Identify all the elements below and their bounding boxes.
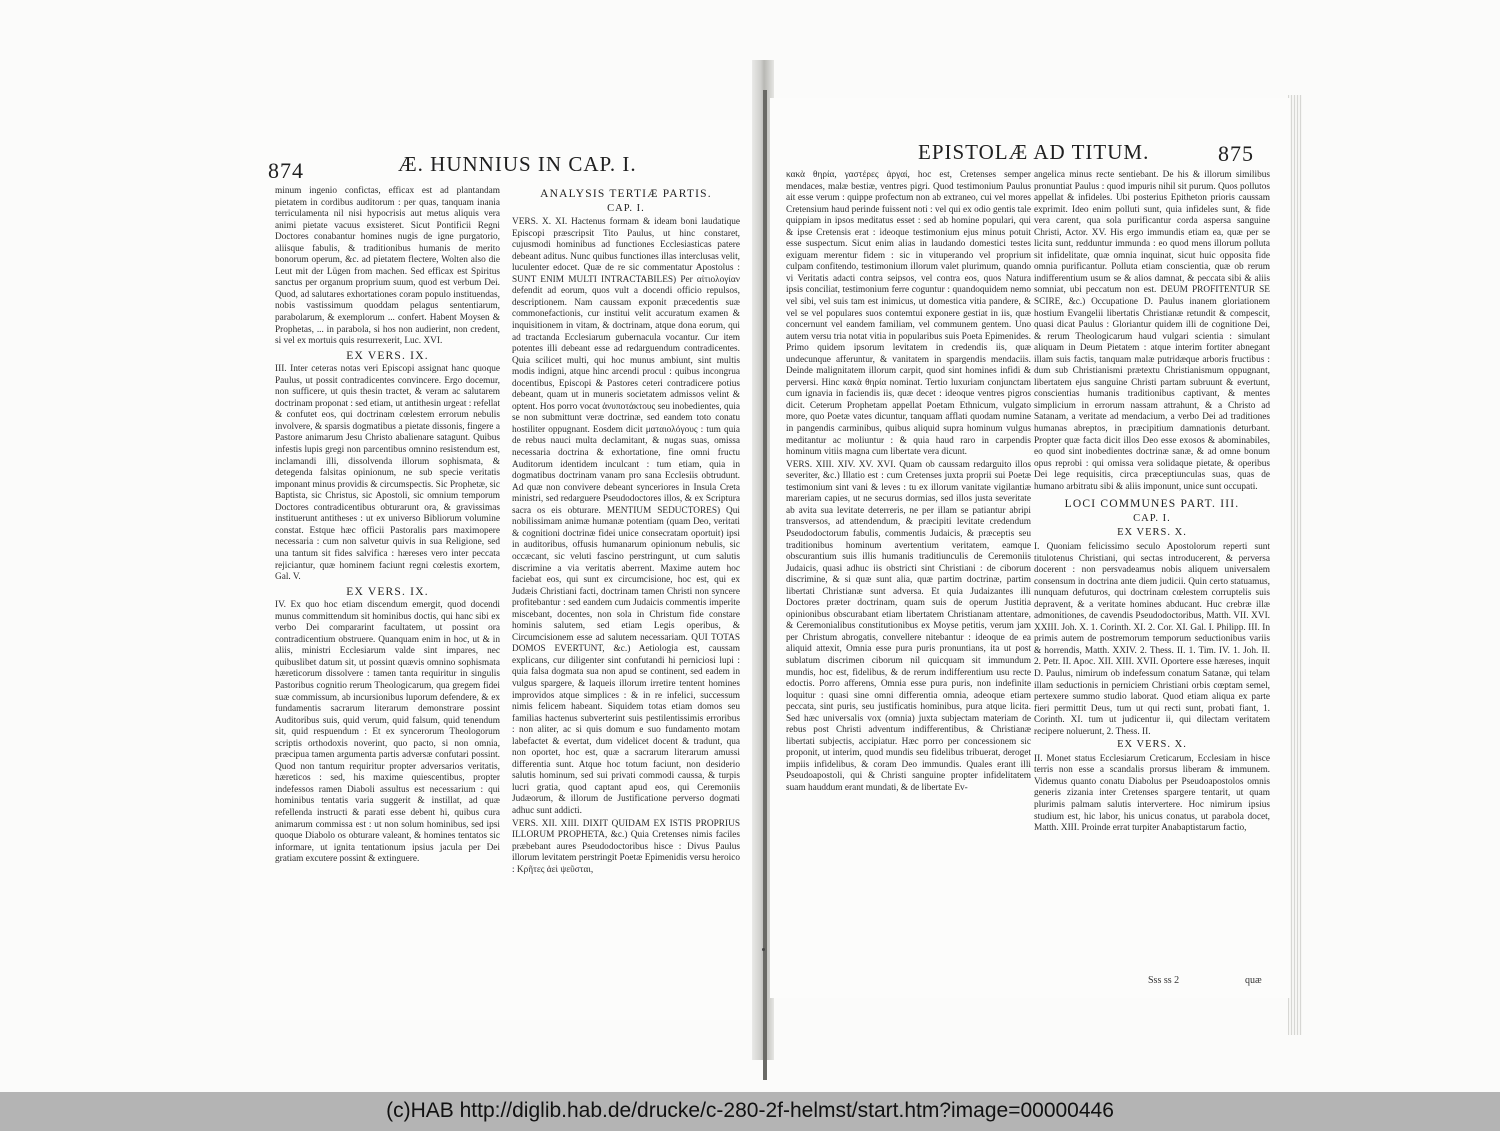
page-edge [1288,95,1302,1035]
right-running-title: EPISTOLÆ AD TITUM. [918,140,1150,164]
chapter-heading: CAP. I. [607,202,645,214]
right-column-2 [1034,170,1270,975]
paragraph: κακὰ θηρία, γαστέρες ἀργαί, hoc est, Cretenses semper mendaces, malæ bestiæ, ventres pigri. Quod testimonium Paulus ait esse verum : quippe profectum non ab extraneo, cui vel mores Cretensium haud perinde fuissent noti : vel qui ex odio gentis tale quippiam in ipsos meditatus esset : sed ab homine populari, qui & ipse Cretensis erat : ideoque testimonium ejus minus potuit esse suspectum. Sicut enim alias in laudando domestici testes exiguam merentur fidem : sic in vituperando vel proprium culpam confitendo, testimonium illorum valet plurimum, quando vi Veritatis adacti contra seipsos, vel contra eos, quos Natura ipsis conciliat, testimonium ferre coguntur : quandoquidem nemo vel sibi, vel suis tam est inimicus, ut domestica vitia pandere, & vel se vel populares suos contemtui exponere gestiat in iis, quæ concernunt vel eandem familiam, vel communem gentem. Uno autem versu tria notat vitia in popularibus suis Poeta Epimenides. Primo quidem ipsorum levitatem in credendis iis, quæ undecunque afferuntur, & vanitatem in spargendis mendaciis. Deinde malignitatem illorum carpit, quod sint homines infidi & perversi. Hinc κακὰ θηρία nominat. Tertio luxuriam conjunctam cum ignavia in faciendis iis, quæ decet : ideoque ventres pigros dicit. Ceterum Prophetam appellat Poetam Ethnicum, vulgato more, quo Poetæ vates dicuntur, tanquam afflati quodam numine in pangendis carminibus, quibus aliquid supra hominum vulgus meditantur ac moliuntur : & quia haud raro in carpendis hominum vitiis magna cum libertate vera dicunt. [786,170,1031,458]
paragraph: II. Monet status Ecclesiarum Creticarum, Ecclesiam in hisce terris non esse a scandalis prorsus liberam & immunem. Videmus quanto conatu Diabolus per Pseudoapostolos omnis generis zizania inter Cretenses spargere tentarit, ut quam plurimis palmam salutis intervertere. Hoc nimirum ipsius studium est, hic labor, his unicus conatus, ut parabola docet, Matth. XIII. Proinde errat turpiter Anabaptistarum factio, [1034,753,1270,834]
paragraph: III. Inter ceteras notas veri Episcopi assignat hanc quoque Paulus, ut possit contradicentes convincere. Ergo docemur, non sufficere, ut quis thesin tractet, & veram ac salutarem doctrinam proponat : sed etiam, ut antithesin urgeat : refellat & confutet eos, qui doctrinam cœlestem errorum nebulis involvere, & sparsis dogmatibus a pietate dissonis, fingere a Pastore animarum Jesu Christo abalienare satagunt. Quibus infestis lupis gregi non parcentibus omnino resistendum est, inclamandi illi, dissolvenda illorum sophismata, & detegenda falsitas opinionum, ne sub specie veritatis imponant minus providis & circumspectis. Sic Prophetæ, sic Baptista, sic Christus, sic Apostoli, sic omnium temporum Doctores contradicentibus obturarunt ora, & gravissimas instituerunt antitheses : ut ex universo Bibliorum volumine constat. Estque hæc officii Pastoralis pars maximopere necessaria : cum non salvetur quivis in sua Religione, sed una tantum sit fides salvifica : hæreses vero inter peccata rejiciantur, quæ hominem faciunt regni cœlestis exortem, Gal. V. [275,364,500,583]
left-column-1 [275,186,500,986]
right-column-1 [786,170,1031,975]
gutter-fold [763,90,767,1080]
verse-heading: EX VERS. X. [1117,527,1187,539]
catchword: quæ [1245,975,1262,986]
section-heading: EX VERS. IX. [346,349,429,362]
paragraph: VERS. X. XI. Hactenus formam & ideam boni laudatique Episcopi præscripsit Tito Paulus, ut hinc constaret, cujusmodi hominibus ad functiones Ecclesiasticas patere debeant aditus. Nunc quibus functiones illas interclusas velit, luculenter edocet. Quæ de re sic commentatur Apostolus : SUNT ENIM MULTI INTRACTABILES) Per αἰτιολογίαν defendit ad eorum, quos vult a docendi officio repulsos, descriptionem. Nam caussam exponit præcedentis suæ commonefactionis, cur institui velit accuratum examen & inquisitionem in vitam, & doctrinam, atque dona eorum, qui ad tractanda Ecclesiarum gubernacula vocantur. Cur item potentes illi debeant esse ad redarguendum contradicentes. Quia scilicet multi, qui hoc munus ambiunt, sint multis modis indigni, atque hinc arcendi procul : quibus incongrua docentibus, Episcopi & Pastores ceteri contradicere potius debeant, quam ut in muneris societatem admissos velint & optent. Hos porro vocat ἀνυποτάκτους seu inobedientes, quia se non submittunt veræ doctrinæ, sed eandem toto conatu hostiliter oppugnant. Eosdem dicit ματαιολόγους : tum quia de rebus nauci multa declamitant, & nugas suas, omissa necessaria doctrina & exhortatione, fine omni fructu Auditorum identidem inculcant : tum etiam, quia in dogmatibus doctrinam vanam pro sana Ecclesiis obtrudunt. Ad quæ non convivere debeant synceriores in Insula Creta ministri, sed redarguere Pseudodoctores illos, & ex Scriptura sacra os eis obturare. MENTIUM SEDUCTORES) Qui nobilissimam animæ humanæ potentiam (quam Deo, veritati & cognitioni doctrinæ fidei unice consecratam oportuit) ipsi in auditoribus, offusis humanarum opinionum nebulis, sic occæcant, sic veluti fascino perstringunt, ut cum salutis discrimine a via veritatis aberrent. Maxime autem hoc faciebat eos, qui sunt ex circumcisione, hoc est, qui ex Judæis Christiani facti, doctrinam tamen Christi non syncere profitebantur : sed eandem cum Judaicis commentis imperite miscebant, docentes, non sola in Christum fide constare hominis salutem, sed etiam Legis operibus, & Circumcisionem esse ad salutem necessariam. QUI TOTAS DOMOS EVERTUNT, &c.) Aetiologia est, caussam explicans, cur diligenter sint confutandi hi perniciosi lupi : quia falsa dogmata sua non apud se continent, sed eadem in vulgus spargere, & laqueis illorum irretire tentent homines improvidos atque simplices : & in re infelici, successum nimis felicem habeant. Siquidem totas etiam domos seu familias hactenus subverterint suis pestilentissimis erroribus : non aliter, ac si quis domum e suo fundamento motam labefactet & evertat, dum videlicet docent & tradunt, qua non oportet, hoc est, quæ a sacrarum literarum amussi differentia sunt. Atque hoc totum faciunt, non desiderio salutis hominum, sed sui privati commodi caussa, & turpis lucri gratia, quod captant apud eos, qui Ceremoniis Judæorum, & illorum de Justificatione perverso dogmati adhuc sunt addicti. [512,217,740,816]
paragraph: VERS. XII. XIII. DIXIT QUIDAM EX ISTIS PROPRIUS ILLORUM PROPHETA, &c.) Quia Cretenses nimis faciles præbebant aures Pseudodoctoribus hisce : Divus Paulus illorum levitatem perstringit Poetæ Epimenidis versu heroico : Κρῆτες ἀεὶ ψεῦσται, [512,818,740,875]
paragraph: angelica minus recte sentiebant. De his & illorum similibus pronuntiat Paulus : quod impuris nihil sit purum. Quos pollutos appellat & infideles. Ubi posterius Epitheton prioris caussam exprimit. Ideo enim polluti sunt, quia infideles sunt, & fide vera carent, qua sola purificantur corda aspersa sanguine Christi, Actor. XV. His ergo immundis etiam ea, quæ per se licita sunt, redduntur immunda : eo quod mens illorum polluta sit infidelitate, quæ omnia inquinat, sicut huic opposita fide omnia purificantur. Polluta etiam conscientia, quæ ob rerum indifferentium usum se & alios damnat, & peccata sibi & aliis somniat, ubi peccatum non est. DEUM PROFITENTUR SE SCIRE, &c.) Occupatione D. Paulus inanem gloriationem hostium Evangelii libertatis Christianæ retundit & compescit, quasi dicat Paulus : Gloriantur quidem illi de cognitione Dei, & rerum Theologicarum haud vulgari scientia : simulant aliquam in Deum Pietatem : atque interim fortiter abnegant illam suis factis, tanquam malæ putridæque arboris fructibus : dum sub Christianismi prætextu Christianismum oppugnant, libertatem ejus sanguine Christi partam subruunt & evertunt, conscientias humanis traditionibus captivant, & mentes simplicium in errorum nassam attrahunt, & a Christo ad Satanam, a veritate ad mendacium, a verbo Dei ad traditiones humanas abreptos, in præcipitium damnationis deturbant. Propter quæ facta dicit illos Deo esse exosos & abominabiles, eo quod sint inobedientes doctrinæ sanæ, & ad omne bonum opus reprobi : qui omissa vera solidaque pietate, & operibus Dei lege requisitis, circa præceptiunculas suas, quas de humano arbitratu sibi & aliis imponunt, unice sunt occupati. [1034,170,1270,492]
paragraph: I. Quoniam felicissimo seculo Apostolorum reperti sunt titulotenus Christiani, qui sectas introducerent, & perversa docerent : non persvadeamus nobis aliquem universalem consensum in doctrina ante diem judicii. Quin certo statuamus, nunquam defuturos, qui doctrinam cœlestem corruptelis suis depravent, & a veritate homines abducant. Huc crebræ illæ admonitiones, de cavendis Pseudodoctoribus, Matth. VII. XVI. XXIII. Joh. X. 1. Corinth. XI. 2. Cor. XI. Gal. I. Philipp. III. In primis autem de postremorum temporum seductionibus variis & horrendis, Matth. XXIV. 2. Thess. II. 1. Tim. IV. 1. Joh. II. 2. Petr. II. Apoc. XII. XIII. XVII. Oportere esse hæreses, inquit D. Paulus, nimirum ob indefessum conatum Satanæ, qui telam illam seductionis in perniciem Christiani orbis cœptam semel, pertexere summo studio laborat. Quod etiam aliqua ex parte fieri permittit Deus, tum ut qui recti sunt, probati fiant, 1. Corinth. XI. tum ut judicentur ii, qui dilectam veritatem recipere noluerunt, 2. Thess. II. [1034,541,1270,737]
signature-mark: Sss ss 2 [1148,975,1180,986]
left-running-title: Æ. HUNNIUS IN CAP. I. [398,152,637,176]
left-column-2 [512,186,740,986]
footer-copyright-url: (c)HAB http://diglib.hab.de/drucke/c-280-2f-helmst/start.htm?image=00000446 [386,1099,1114,1122]
paragraph: IV. Ex quo hoc etiam discendum emergit, quod docendi munus committendum sit hominibus doctis, qui hanc sibi ex verbo Dei compararint facultatem, ut possint ora contradicentium obstruere. Quanquam enim in hoc, ut & in aliis, ministri Ecclesiarum valde sint impares, nec quibuslibet datum sit, ut possint quævis omnino sophismata hæreticorum dissolvere : tamen tanta requiritur in singulis Pastoribus cognitio rerum Theologicarum, qua gregem fidei suæ commissum, ab incursionibus luporum defendere, & ex fundamentis sacrarum literarum demonstrare possint Auditoribus suis, quid verum, quid falsum, quid tenendum sit, quid respuendum : Et ex syncerorum Theologorum scriptis orthodoxis noverint, quo pacto, si non omnia, præcipua tamen argumenta partis adversæ confutari possint. Quod non tantum requiritur propter adversarios veritatis, hæreticos : sed, his maxime quiescentibus, propter indefessos ramen Diaboli assultus est necessarium : qui hominibus tentatis varia suggerit & instillat, ad quæ refellenda instructi & parati esse debent hi, quibus cura animarum commissa est : ut non solum hominibus, sed ipsi quoque Diabolo os obturare valeant, & homines tentatos sic informare, ut ignita tentationum ipsius jacula per Dei gratiam excutere possint & extinguere. [275,600,500,865]
chapter-heading: CAP. I. [1133,512,1171,524]
section-heading: EX VERS. IX. [346,585,429,598]
speck [762,948,765,951]
paragraph: VERS. XIII. XIV. XV. XVI. Quam ob caussam redarguito illos severiter, &c.) Illatio est : cum Cretenses juxta proprii sui Poetæ testimonium sint vani & leves : tu ex illorum vanitate vigilantiæ mareriam capies, ut ne securus dormias, sed illos justa severitate ab avita sua levitate deterreris, ne per illam se patiantur abripi transversos, ad attendendum, & præcipiti levitate credendum Pseudodoctorum fabulis, commentis Judaicis, & præceptis seu traditionibus hominum avertentium veritatem, eamque obscurantium suis illis humanis traditiunculis de Ceremoniis Judaicis, quasi adhuc iis obstricti sint Christiani : de ciborum discrimine, & si quæ sunt alia, quæ partim doctrinæ, partim libertati Christianæ sunt adversa. Et quia Judaizantes illi Doctores præter doctrinam, quam suis de operum Justitia opinionibus obscurabant etiam libertatem Christianam attentare, & Ceremonialibus constitutionibus ex Moyse petitis, verum jam per Christum abrogatis, convellere nitebantur : ideoque de ea aliquid attexit, Omnia esse pura puris pronuntians, ita ut post sublatum discrimen ciborum nil quicquam sit immundum mundis, hoc est, fidelibus, & de rerum indifferentium usu recte edoctis. Porro afferens, Omnia esse pura puris, non indefinite loquitur : quasi sine omni differentia omnia, adeoque etiam peccata, sint puris, seu justificatis hominibus, pura atque licita. Sed hæc universalis vox (omnia) juxta subjectam materiam de rebus post Christi adventum indifferentibus, & Christianæ libertati subjectis, accipiatur. Hæc porro per concessionem sic proponit, ut interim, quod mundis seu fidelibus tribuerat, deroget impiis infidelibus, & coram Deo immundis. Quales erant illi Pseudoapostoli, qui & Christi sanguine propter infidelitatem suam hauddum erant mundati, & de libertate Ev- [786,459,1031,793]
section-heading: ANALYSIS TERTIÆ PARTIS. [540,188,712,200]
left-page-number: 874 [268,158,304,183]
section-heading: LOCI COMMUNES PART. III. [1064,498,1240,511]
right-page-number: 875 [1218,141,1254,166]
paragraph: minum ingenio confictas, efficax est ad plantandam pietatem in cordibus auditorum : per quas, tanquam inania terriculamenta nil nisi hypocrisis aut metus aliquis vera animi pietate vacuus exsisteret. Sicut Pontificii Regni Doctores conabantur homines nugis de igne purgatorio, aliisque fabulis, & traditionibus humanis de merito bonorum operum, &c. ad pietatem flectere, Wolten also die Leut mit der Lügen from machen. Sed efficax est Spiritus sanctus per organum proprium suum, quod est verbum Dei. Quod, ad salutares exhortationes coram populo instituendas, nobis vastissimum quoddam pelagus sententiarum, parabolarum, & exemplorum ... confert. Habent Moysen & Prophetas, ... in parabola, si hos non audierint, non credent, si vel ex mortuis quis resurrexerit, Luc. XVI. [275,186,500,347]
verse-heading: EX VERS. X. [1117,739,1187,751]
